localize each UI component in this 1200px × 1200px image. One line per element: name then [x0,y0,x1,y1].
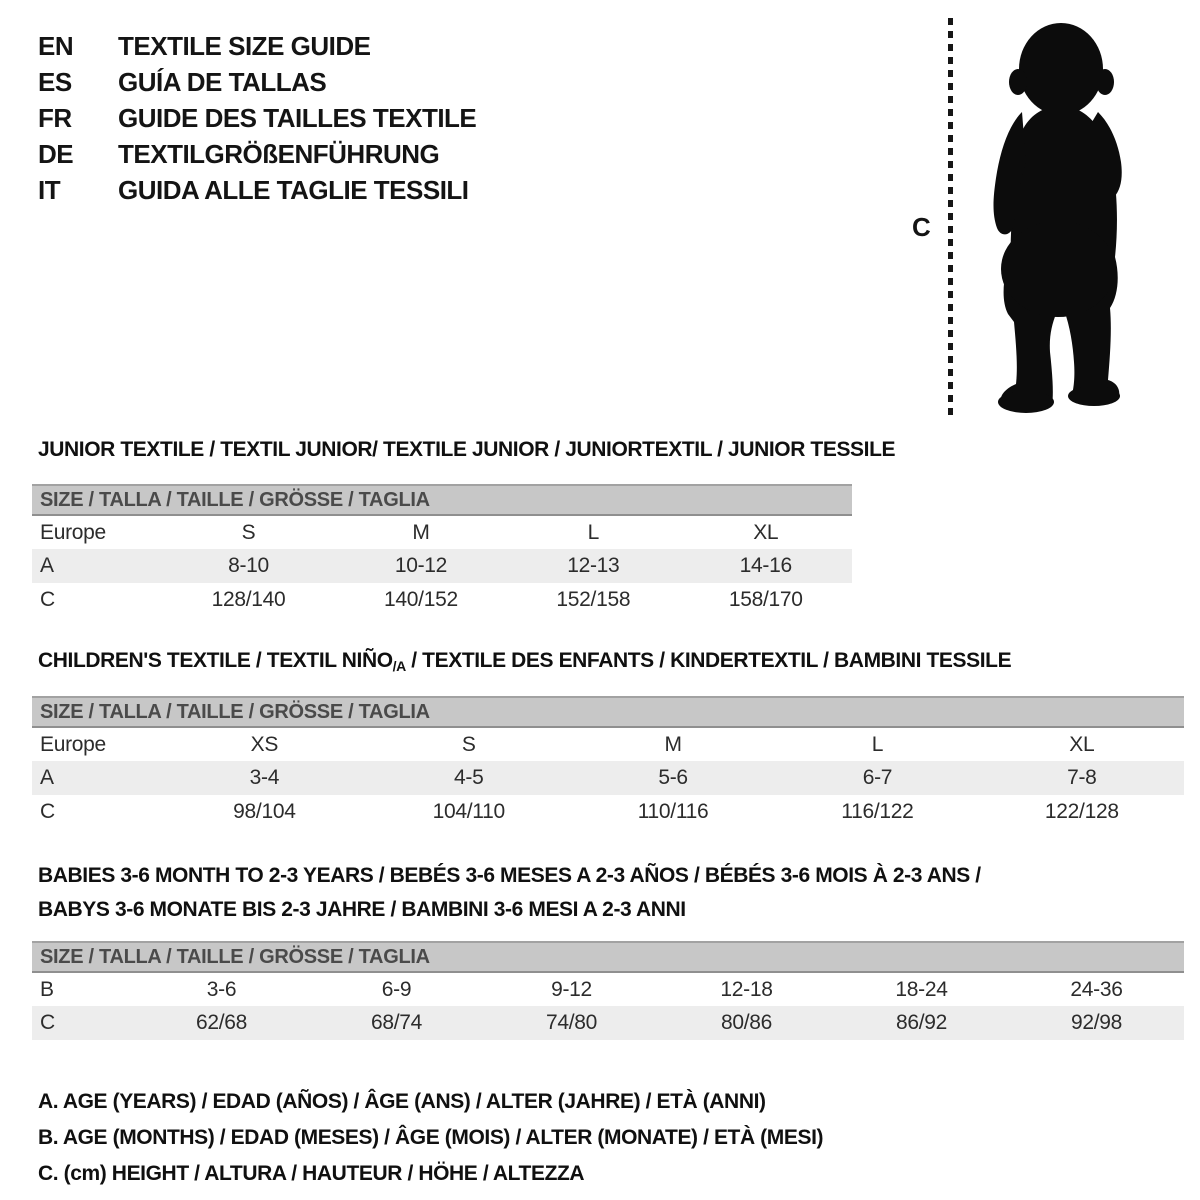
babies-section-title [38,859,1200,927]
row-label: A [32,549,162,583]
height-cell: 74/80 [484,1006,659,1040]
row-label: Europe [40,732,106,756]
size-table-header: SIZE / TALLA / TAILLE / GRÖSSE / TAGLIA [32,942,1184,972]
list-item [38,136,476,172]
guide-title: GUIDA ALLE TAGLIE TESSILI [118,175,469,205]
table-row [32,515,852,549]
height-cell: 152/158 [556,588,631,611]
row-label: A [32,761,162,795]
table-row [32,549,852,583]
height-cell: 86/92 [834,1006,1009,1040]
age-cell: 4-5 [367,761,571,795]
language-code: EN [38,31,74,61]
months-cell: 18-24 [895,977,948,1001]
list-item [38,172,476,208]
babies-title-line1: BABIES 3-6 MONTH TO 2-3 YEARS / BEBÉS 3-6 MESES A 2-3 AÑOS / BÉBÉS 3-6 MOIS À 2-3 ANS / [38,864,981,887]
months-cell: 12-18 [720,977,773,1001]
children-title-post: / TEXTILE DES ENFANTS / KINDERTEXTIL / BAMBINI TESSILE [405,649,1012,672]
height-cell: 104/110 [432,800,505,823]
guide-title: GUIDE DES TAILLES TEXTILE [118,103,477,133]
guide-title: GUÍA DE TALLAS [118,67,327,97]
height-cell: 98/104 [233,800,296,823]
row-label: C [40,588,55,611]
height-cell: 92/98 [1009,1006,1184,1040]
legend-line-c: C. (cm) HEIGHT / ALTURA / HAUTEUR / HÖHE / ALTEZZA [38,1162,585,1185]
table-row [32,795,1184,829]
age-cell: 8-10 [162,549,334,583]
size-cell: L [587,520,600,544]
children-section-title [38,649,1200,674]
size-cell: XS [250,732,279,756]
size-table-header: SIZE / TALLA / TAILLE / GRÖSSE / TAGLIA [32,485,852,515]
language-code: DE [38,139,74,169]
children-title-pre: CHILDREN'S TEXTILE / TEXTIL NIÑO [38,649,393,672]
table-row [32,761,1184,795]
height-cell: 62/68 [134,1006,309,1040]
size-table-header: SIZE / TALLA / TAILLE / GRÖSSE / TAGLIA [32,697,1184,727]
months-cell: 6-9 [381,977,412,1001]
children-title-sub: /A [392,658,406,674]
age-cell: 6-7 [775,761,979,795]
height-cell: 80/86 [659,1006,834,1040]
language-code: ES [38,67,72,97]
height-cell: 68/74 [309,1006,484,1040]
top-header-area [0,0,1200,430]
legend-line-a: A. AGE (YEARS) / EDAD (AÑOS) / ÂGE (ANS) / ALTER (JAHRE) / ETÀ (ANNI) [38,1090,766,1113]
height-dashed-line [948,18,953,416]
measure-legend [38,1084,1200,1192]
age-cell: 3-4 [162,761,366,795]
legend-line-b: B. AGE (MONTHS) / EDAD (MESES) / ÂGE (MOIS) / ALTER (MONATE) / ETÀ (MESI) [38,1126,824,1149]
age-cell: 14-16 [680,549,852,583]
language-code: IT [38,175,61,205]
table-row [32,972,1184,1006]
size-cell: M [664,732,682,756]
list-item [38,100,476,136]
height-cell: 140/152 [384,588,458,611]
language-title-list [38,28,476,208]
size-cell: M [412,520,430,544]
measure-c-label: C [912,212,931,242]
age-cell: 7-8 [980,761,1184,795]
toddler-silhouette-icon [966,14,1151,419]
babies-title-line2: BABYS 3-6 MONATE BIS 2-3 JAHRE / BAMBINI 3-6 MESI A 2-3 ANNI [38,898,686,921]
height-cell: 116/122 [841,800,914,823]
months-cell: 3-6 [206,977,237,1001]
height-measure-figure [900,14,1170,422]
list-item [38,64,476,100]
height-cell: 110/116 [637,800,709,823]
height-cell: 158/170 [728,588,803,611]
months-cell: 24-36 [1070,977,1123,1001]
junior-section-title: JUNIOR TEXTILE / TEXTIL JUNIOR/ TEXTILE JUNIOR / JUNIORTEXTIL / JUNIOR TESSILE [38,438,896,461]
size-cell: L [871,732,884,756]
months-cell: 9-12 [551,977,592,1001]
table-row [32,727,1184,761]
children-size-table [32,696,1184,829]
row-label: Europe [40,520,106,544]
size-cell: XL [1069,732,1095,756]
row-label: B [40,977,54,1001]
row-label: C [40,800,55,823]
language-code: FR [38,103,72,133]
age-cell: 10-12 [335,549,507,583]
junior-size-table [32,484,852,617]
size-cell: S [241,520,256,544]
guide-title: TEXTILE SIZE GUIDE [118,31,371,61]
table-row [32,583,852,617]
age-cell: 5-6 [571,761,775,795]
babies-size-table [32,941,1184,1040]
table-row [32,1006,1184,1040]
list-item [38,28,476,64]
age-cell: 12-13 [507,549,679,583]
size-cell: XL [753,520,779,544]
height-cell: 128/140 [211,588,286,611]
size-cell: S [461,732,476,756]
height-cell: 122/128 [1044,800,1119,823]
row-label: C [32,1006,134,1040]
guide-title: TEXTILGRÖßENFÜHRUNG [118,139,440,169]
